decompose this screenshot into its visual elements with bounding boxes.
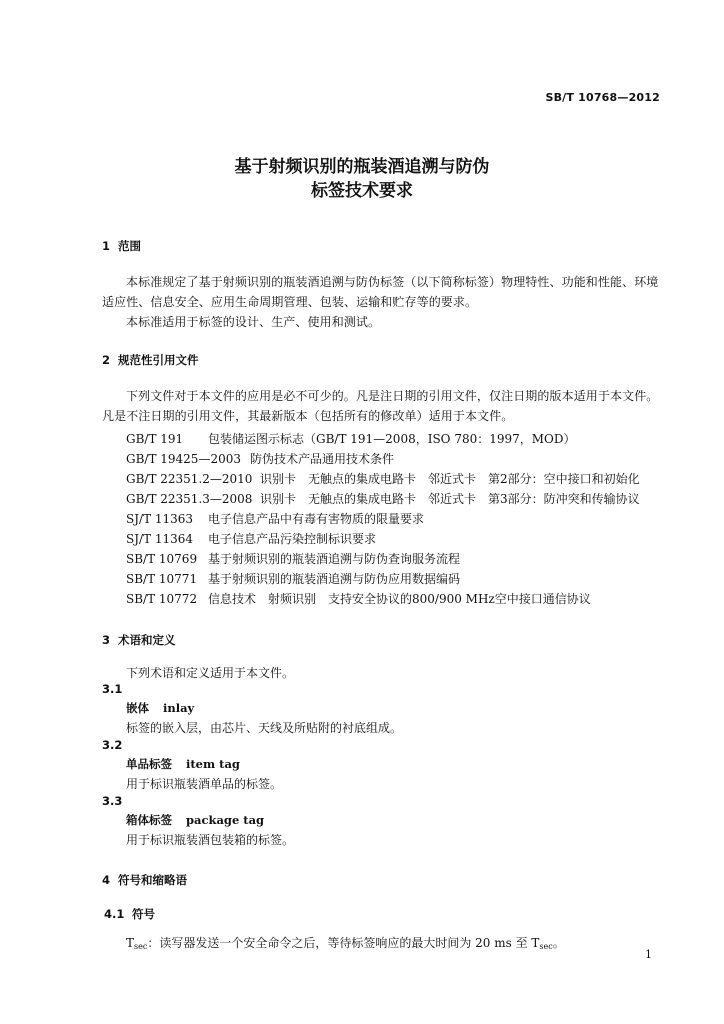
subsection-number: 4.1 [104, 907, 125, 921]
reference-item [126, 470, 640, 487]
section-3-intro: 下列术语和定义适用于本文件。 [126, 666, 295, 680]
term-definition: 用于标识瓶装酒包装箱的标签。 [126, 833, 295, 847]
section-title: 规范性引用文件 [118, 353, 199, 367]
term-heading [126, 756, 240, 772]
term-definition: 用于标识瓶装酒单品的标签。 [126, 777, 283, 791]
term-heading [126, 812, 264, 828]
subsection-title: 符号 [132, 907, 155, 921]
reference-title: 信息技术 射频识别 支持安全协议的800/900 MHz空中接口通信协议 [208, 592, 591, 606]
reference-title: 电子信息产品中有毒有害物质的限量要求 [208, 512, 425, 526]
reference-item [126, 530, 376, 547]
reference-item [126, 490, 640, 507]
section-title: 范围 [118, 239, 141, 253]
term-en: inlay [163, 701, 195, 715]
symbol-text: ：读写器发送一个安全命令之后，等待标签响应的最大时间为 20 ms 至 T [147, 936, 540, 950]
symbol-subscript: sec [539, 942, 553, 951]
section-title: 术语和定义 [118, 633, 176, 647]
reference-title: 电子信息产品污染控制标识要求 [208, 532, 377, 546]
page-number: 1 [645, 948, 652, 961]
reference-title: 包装储运图示标志（GB/T 191—2008，ISO 780：1997，MOD） [208, 432, 576, 446]
reference-code: GB/T 191 [126, 432, 184, 446]
reference-item [126, 590, 591, 607]
section-number: 1 [102, 239, 111, 253]
term-number: 3.2 [102, 738, 123, 752]
reference-item [126, 450, 394, 467]
reference-code: SB/T 10772 [126, 592, 198, 606]
reference-title: 基于射频识别的瓶装酒追溯与防伪查询服务流程 [208, 552, 461, 566]
reference-code: GB/T 19425—2003 [126, 452, 241, 466]
section-number: 2 [102, 353, 111, 367]
document-title-line-1: 基于射频识别的瓶装酒追溯与防伪 [234, 157, 490, 177]
symbol: T [126, 936, 135, 950]
reference-code: GB/T 22351.3—2008 [126, 492, 253, 506]
section-2-heading [102, 352, 199, 368]
reference-item [126, 570, 460, 587]
term-number: 3.3 [102, 794, 123, 808]
reference-title: 基于射频识别的瓶装酒追溯与防伪应用数据编码 [208, 572, 461, 586]
section-number: 3 [102, 633, 111, 647]
symbol-text-end: 。 [552, 936, 565, 950]
section-4-heading [102, 872, 187, 888]
term-heading [126, 700, 194, 716]
document-title-line-2: 标签技术要求 [311, 181, 413, 201]
section-1-paragraph-1: 本标准规定了基于射频识别的瓶装酒追溯与防伪标签（以下简称标签）物理特性、功能和性能、环境适应性、信息安全、应用生命周期管理、包装、运输和贮存等的要求。 [102, 275, 659, 309]
section-1-heading [102, 238, 141, 254]
reference-item [126, 430, 576, 447]
symbol-definition [126, 934, 565, 951]
term-zh: 单品标签 [126, 757, 172, 771]
section-2-intro: 下列文件对于本文件的应用是必不可少的。凡是注日期的引用文件，仅注日期的版本适用于本文件。凡是不注日期的引用文件，其最新版本（包括所有的修改单）适用于本文件。 [102, 389, 659, 423]
standard-code: SB/T 10768—2012 [545, 91, 660, 104]
reference-code: SB/T 10769 [126, 552, 198, 566]
reference-title: 防伪技术产品通用技术条件 [250, 452, 395, 466]
reference-code: SB/T 10771 [126, 572, 198, 586]
reference-code: GB/T 22351.2—2010 [126, 472, 253, 486]
term-en: package tag [186, 813, 265, 827]
reference-item [126, 510, 424, 527]
reference-title: 识别卡 无触点的集成电路卡 邻近式卡 第3部分：防冲突和传输协议 [260, 492, 640, 506]
term-en: item tag [186, 757, 240, 771]
section-1-paragraph-2: 本标准适用于标签的设计、生产、使用和测试。 [126, 315, 381, 329]
term-zh: 箱体标签 [126, 813, 172, 827]
reference-title: 识别卡 无触点的集成电路卡 邻近式卡 第2部分：空中接口和初始化 [260, 472, 640, 486]
symbol-subscript: sec [134, 942, 148, 951]
section-title: 符号和缩略语 [118, 873, 187, 887]
section-number: 4 [102, 873, 111, 887]
term-number: 3.1 [102, 682, 123, 696]
term-zh: 嵌体 [126, 701, 149, 715]
section-3-heading [102, 632, 176, 648]
subsection-4-1-heading [104, 906, 155, 922]
term-definition: 标签的嵌入层，由芯片、天线及所贴附的衬底组成。 [126, 721, 403, 735]
reference-code: SJ/T 11363 [126, 512, 194, 526]
reference-code: SJ/T 11364 [126, 532, 194, 546]
reference-item [126, 550, 460, 567]
